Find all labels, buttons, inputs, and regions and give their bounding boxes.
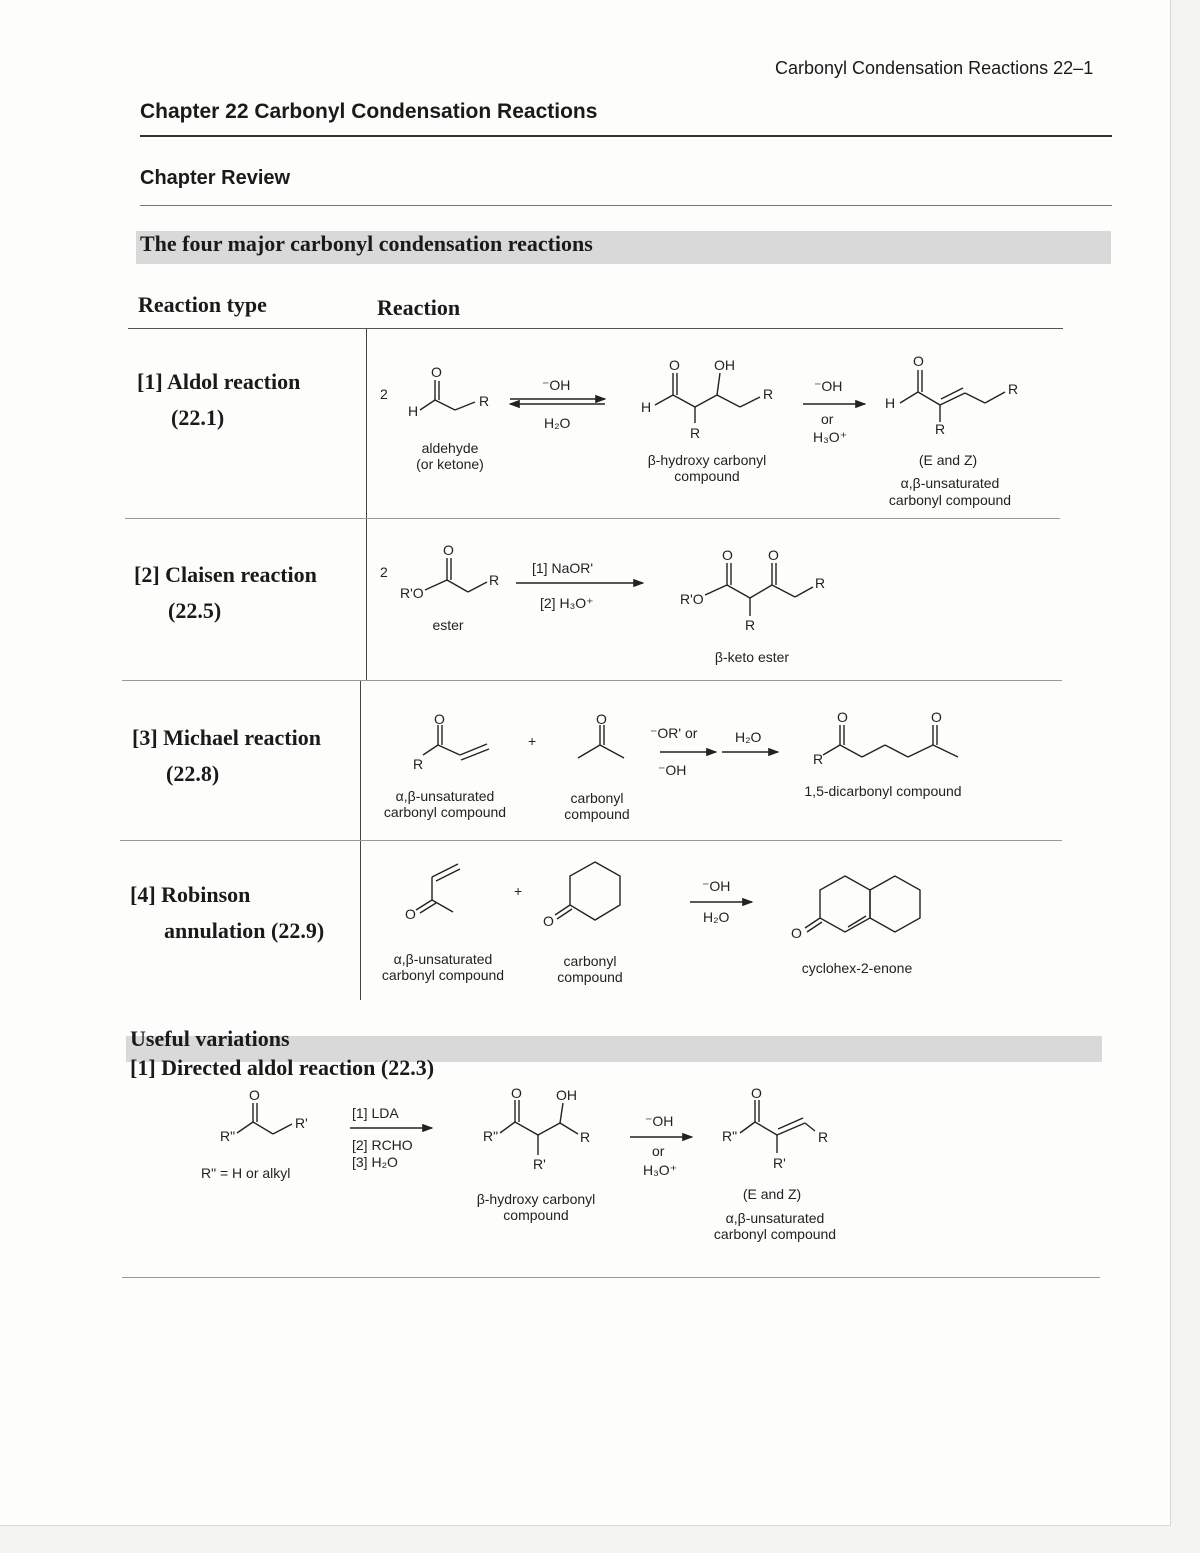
caption: compound [557, 969, 623, 985]
atom-R: R [813, 751, 824, 767]
atom-O: O [751, 1085, 762, 1101]
section-title: Chapter Review [140, 167, 291, 189]
reagent2-bottom: H₃O⁺ [813, 429, 848, 445]
chapter-title: Chapter 22 Carbonyl Condensation Reactions [140, 100, 598, 123]
enone-structure [900, 370, 1005, 422]
reaction-ref: (22.8) [166, 761, 220, 786]
atom-H: H [408, 403, 419, 419]
caption: compound [564, 806, 630, 822]
caption: carbonyl compound [381, 967, 505, 983]
atom-O: O [431, 364, 442, 380]
reagent2-top: ⁻OH [645, 1113, 674, 1129]
directed-aldol-product-structure [500, 1100, 578, 1155]
atom-O: O [669, 357, 680, 373]
atom-O: O [722, 547, 733, 563]
ketone-reactant-structure [578, 725, 624, 758]
reaction-ref: (22.5) [168, 598, 222, 623]
caption: α,β-unsaturated [393, 951, 493, 967]
atom-O: O [543, 913, 554, 929]
atom-H: H [885, 395, 896, 411]
bottom-rule [122, 1277, 1100, 1278]
atom-R: R [690, 425, 701, 441]
atom-OH: OH [714, 357, 735, 373]
column-header-type: Reaction type [138, 292, 267, 317]
caption: β-hydroxy carbonyl [476, 1191, 596, 1207]
atom-H: H [641, 399, 652, 415]
atom-O: O [837, 709, 848, 725]
reagent-top: [1] NaOR' [532, 560, 594, 576]
atom-O: O [931, 709, 942, 725]
reagent-bottom: ⁻OH [658, 762, 687, 778]
atom-R1: R' [295, 1115, 308, 1131]
plus-sign: + [514, 883, 523, 899]
reaction-name: [1] Aldol reaction [137, 369, 301, 394]
caption: carbonyl compound [888, 492, 1012, 508]
atom-O: O [249, 1087, 260, 1103]
reaction-ref: (22.1) [171, 405, 225, 430]
caption: ester [432, 617, 464, 633]
caption: aldehyde [421, 440, 479, 456]
atom-O: O [596, 711, 607, 727]
caption: β-keto ester [714, 649, 790, 665]
plus-sign: + [528, 733, 537, 749]
enone-reactant-structure [423, 725, 489, 760]
caption: (E and Z) [742, 1186, 802, 1202]
atom-R: R [479, 393, 490, 409]
reagent-bottom: H₂O [544, 415, 571, 431]
caption: β-hydroxy carbonyl [647, 452, 767, 468]
caption: (E and Z) [918, 452, 978, 468]
variations-title: Useful variations [130, 1026, 290, 1051]
reagent2-top: H₂O [735, 729, 762, 745]
variations-item-title: [1] Directed aldol reaction (22.3) [130, 1055, 435, 1080]
cyclohexenone-structure [805, 876, 920, 932]
atom-O: O [434, 711, 445, 727]
reaction-name: [2] Claisen reaction [134, 562, 317, 587]
reagent2-bottom: H₃O⁺ [643, 1162, 678, 1178]
atom-R: R [1008, 381, 1019, 397]
atom-O: O [913, 353, 924, 369]
caption: α,β-unsaturated [725, 1210, 825, 1226]
dicarbonyl-structure [823, 725, 958, 757]
reaction-name: [4] Robinson [130, 882, 251, 907]
atom-R: R [413, 756, 424, 772]
cyclohexanone-structure [555, 862, 620, 920]
reagent-top: ⁻OH [702, 878, 731, 894]
reagent-line-1: [1] LDA [352, 1105, 399, 1121]
mvk-structure [416, 864, 460, 913]
coefficient: 2 [380, 564, 388, 580]
atom-R: R [763, 386, 774, 402]
reagent-line-2: [2] RCHO [352, 1137, 413, 1153]
ketone-lda-structure [237, 1103, 292, 1134]
page-header-ref: Carbonyl Condensation Reactions 22–1 [775, 58, 1094, 78]
caption: α,β-unsaturated [395, 788, 495, 804]
aldehyde-structure [420, 380, 475, 410]
ester-structure [425, 558, 487, 592]
beta-hydroxy-structure [655, 373, 760, 423]
reagent-bottom: [2] H₃O⁺ [540, 595, 594, 611]
reagent2-mid: or [821, 411, 834, 427]
reagent2-top: ⁻OH [814, 378, 843, 394]
atom-R2: R" [220, 1128, 236, 1144]
caption: 1,5-dicarbonyl compound [804, 783, 962, 799]
caption: compound [503, 1207, 569, 1223]
reagent-top: ⁻OR' or [650, 725, 698, 741]
reaction-name: [3] Michael reaction [132, 725, 321, 750]
atom-O: O [791, 925, 802, 941]
directed-enone-structure [740, 1100, 815, 1153]
beta-keto-ester-structure [705, 563, 813, 616]
atom-R2: R" [483, 1128, 499, 1144]
reaction-ref: annulation (22.9) [164, 918, 325, 943]
table-title: The four major carbonyl condensation reactions [140, 231, 593, 256]
atom-RO: R'O [400, 585, 424, 601]
reagent-top: ⁻OH [542, 377, 571, 393]
column-header-reaction: Reaction [377, 295, 461, 320]
caption: α,β-unsaturated [900, 475, 1000, 491]
atom-O: O [768, 547, 779, 563]
atom-R: R [818, 1129, 829, 1145]
atom-R2: R" [722, 1128, 738, 1144]
equilibrium-arrow [510, 399, 605, 404]
caption: carbonyl [570, 790, 624, 806]
reagent-line-3: [3] H₂O [352, 1154, 398, 1170]
atom-O: O [511, 1085, 522, 1101]
atom-R1: R' [773, 1155, 786, 1171]
atom-OH: OH [556, 1087, 577, 1103]
atom-O: O [443, 542, 454, 558]
reagent2-mid: or [652, 1143, 665, 1159]
atom-R: R [815, 575, 826, 591]
atom-R: R [745, 617, 756, 633]
caption: carbonyl [563, 953, 617, 969]
caption: (or ketone) [416, 456, 484, 472]
atom-RO: R'O [680, 591, 704, 607]
coefficient: 2 [380, 386, 388, 402]
reagent-bottom: H₂O [703, 909, 730, 925]
atom-O: O [405, 906, 416, 922]
atom-R: R [935, 421, 946, 437]
atom-R1: R' [533, 1156, 546, 1172]
caption: cyclohex-2-enone [801, 960, 913, 976]
atom-R: R [489, 572, 500, 588]
caption: carbonyl compound [713, 1226, 837, 1242]
r-definition-note: R" = H or alkyl [201, 1165, 291, 1181]
caption: compound [674, 468, 740, 484]
atom-R: R [580, 1129, 591, 1145]
caption: carbonyl compound [383, 804, 507, 820]
